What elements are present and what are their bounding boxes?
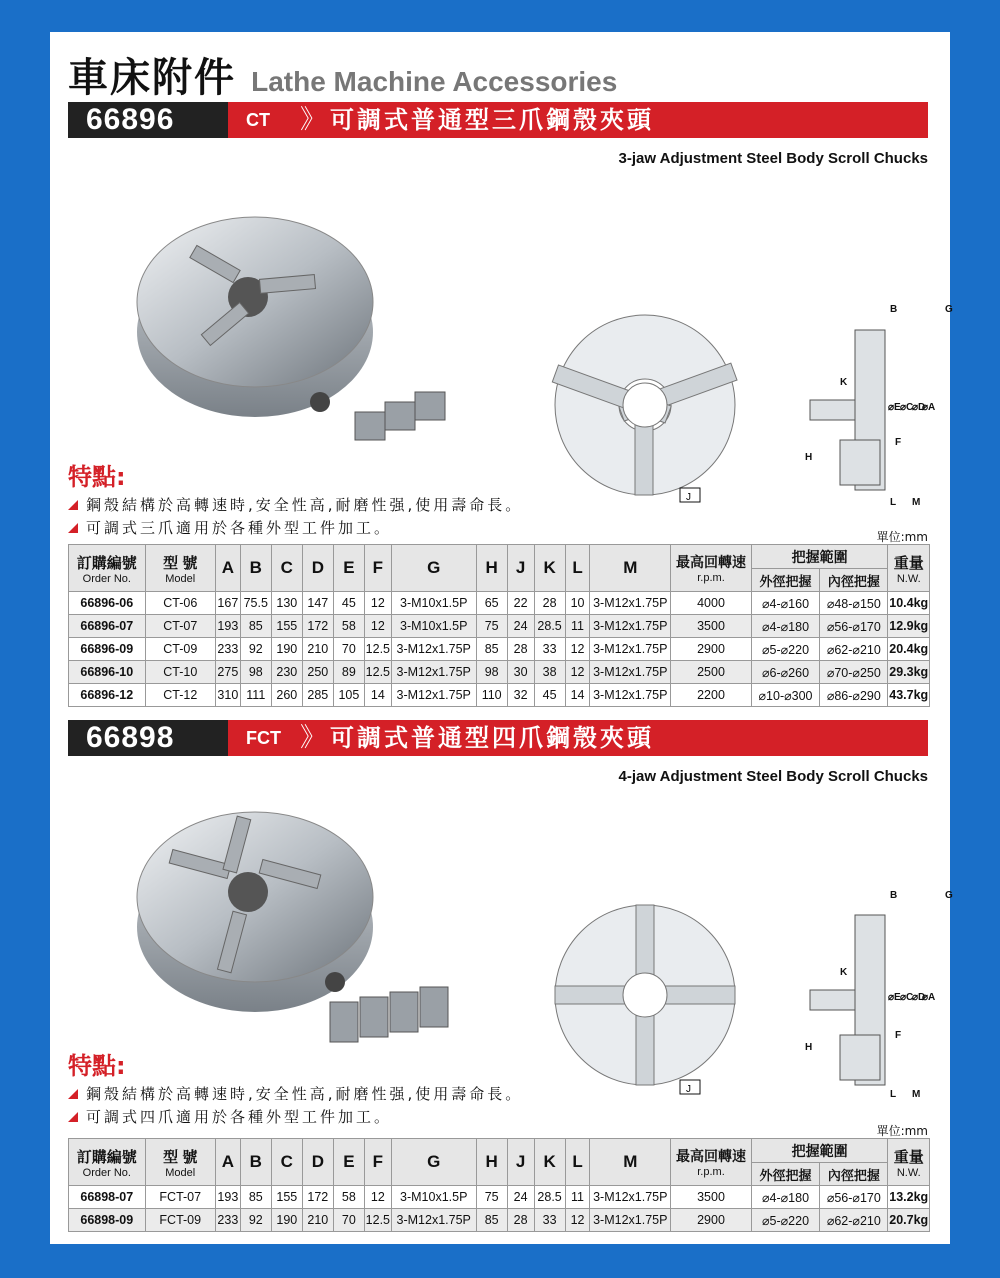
table-cell: 172 <box>302 615 333 638</box>
col-header: B <box>240 1139 271 1186</box>
table-cell: 28 <box>507 1209 534 1232</box>
col-rpm-header: 最高回轉速 r.p.m. <box>671 545 752 592</box>
table-cell: 75.5 <box>240 592 271 615</box>
col-model-header: 型 號 Model <box>145 545 215 592</box>
banner-arrow <box>214 102 228 138</box>
table-cell: 66896-06 <box>69 592 146 615</box>
col-rpm-header: 最高回轉速 r.p.m. <box>671 1139 752 1186</box>
feature-item: 鋼殼結構於高轉速時,安全性高,耐磨性强,使用壽命長。 <box>68 494 523 515</box>
dim-label-j: J <box>686 492 691 503</box>
table-cell: 66896-07 <box>69 615 146 638</box>
table-cell: 233 <box>215 1209 240 1232</box>
table-cell: 66898-09 <box>69 1209 146 1232</box>
banner-arrow <box>214 720 228 756</box>
features-block-4jaw <box>68 1046 523 1127</box>
spec-table-66896 <box>68 544 930 707</box>
triangle-bullet-icon <box>68 500 78 510</box>
unit-label: 單位:mm <box>876 530 928 544</box>
dim-label-c: ⌀C <box>900 992 914 1003</box>
table-cell: 147 <box>302 592 333 615</box>
dim-label-g: G <box>945 890 953 901</box>
table-cell: 4000 <box>671 592 752 615</box>
col-nw-header: 重量 N.W. <box>888 1139 930 1186</box>
table-cell: 12.5 <box>364 1209 391 1232</box>
col-header: A <box>215 545 240 592</box>
catalog-page <box>50 32 953 1244</box>
dim-label-k: K <box>840 967 848 978</box>
section-code: CT <box>246 110 270 130</box>
table-cell: 3-M12x1.75P <box>590 684 671 707</box>
table-cell: 10 <box>565 592 590 615</box>
table-cell: CT-12 <box>145 684 215 707</box>
table-cell: 28.5 <box>534 615 565 638</box>
col-header: K <box>534 545 565 592</box>
table-cell: 3-M12x1.75P <box>590 661 671 684</box>
table-cell: 85 <box>240 615 271 638</box>
col-header: C <box>271 1139 302 1186</box>
dim-label-l: L <box>890 497 897 508</box>
table-cell: 3-M12x1.75P <box>391 684 476 707</box>
table-cell: 13.2kg <box>888 1186 930 1209</box>
col-grip-out-header: 外徑把握 <box>751 1163 819 1186</box>
table-row <box>69 684 930 707</box>
table-cell: CT-06 <box>145 592 215 615</box>
table-cell: 2200 <box>671 684 752 707</box>
chuck-4jaw-photo <box>130 792 470 1047</box>
table-cell: 230 <box>271 661 302 684</box>
feature-item: 可調式四爪適用於各種外型工件加工。 <box>68 1106 523 1127</box>
table-cell: 29.3kg <box>888 661 930 684</box>
table-cell: 38 <box>534 661 565 684</box>
table-cell: 30 <box>507 661 534 684</box>
col-header: F <box>364 1139 391 1186</box>
table-cell: 310 <box>215 684 240 707</box>
page-header <box>68 46 617 103</box>
col-header: H <box>476 545 507 592</box>
table-cell: 75 <box>476 1186 507 1209</box>
table-cell: FCT-09 <box>145 1209 215 1232</box>
col-header: D <box>302 545 333 592</box>
table-cell: 66898-07 <box>69 1186 146 1209</box>
triangle-bullet-icon <box>68 1089 78 1099</box>
table-cell: 155 <box>271 1186 302 1209</box>
table-cell: 11 <box>565 1186 590 1209</box>
table-cell: 12.5 <box>364 638 391 661</box>
features-title: 特點: <box>68 1052 126 1080</box>
table-cell: 105 <box>333 684 364 707</box>
table-cell: 66896-12 <box>69 684 146 707</box>
table-cell: 3-M10x1.5P <box>391 1186 476 1209</box>
features-title: 特點: <box>68 463 126 491</box>
table-cell: 3-M12x1.75P <box>391 1209 476 1232</box>
table-cell: 12 <box>364 592 391 615</box>
table-cell: ⌀4-⌀160 <box>751 592 819 615</box>
table-cell: ⌀4-⌀180 <box>751 615 819 638</box>
dim-label-e: ⌀E <box>888 402 901 413</box>
table-cell: 193 <box>215 1186 240 1209</box>
table-cell: 155 <box>271 615 302 638</box>
spec-rows <box>69 592 930 707</box>
col-header: M <box>590 1139 671 1186</box>
col-header: D <box>302 1139 333 1186</box>
table-cell: 3-M12x1.75P <box>391 638 476 661</box>
dim-label-j: J <box>686 1084 691 1095</box>
dim-label-m: M <box>912 497 921 508</box>
table-cell: 65 <box>476 592 507 615</box>
table-cell: CT-07 <box>145 615 215 638</box>
table-cell: 32 <box>507 684 534 707</box>
dim-label-d: ⌀D <box>912 402 926 413</box>
chevron-icon: 》 <box>300 723 327 753</box>
triangle-bullet-icon <box>68 1112 78 1122</box>
table-cell: 33 <box>534 638 565 661</box>
table-cell: ⌀6-⌀260 <box>751 661 819 684</box>
table-cell: 14 <box>364 684 391 707</box>
table-cell: 28 <box>534 592 565 615</box>
col-model-header: 型 號 Model <box>145 1139 215 1186</box>
section-banner-66898 <box>68 720 928 756</box>
col-header: E <box>333 1139 364 1186</box>
col-grip-in-header: 內徑把握 <box>820 1163 888 1186</box>
table-cell: 33 <box>534 1209 565 1232</box>
chuck-4jaw-drawing <box>550 890 953 1100</box>
col-grip-in-header: 內徑把握 <box>820 569 888 592</box>
table-cell: 12 <box>364 615 391 638</box>
table-cell: 285 <box>302 684 333 707</box>
table-cell: 85 <box>476 638 507 661</box>
table-cell: ⌀86-⌀290 <box>820 684 888 707</box>
table-cell: 130 <box>271 592 302 615</box>
col-header: J <box>507 1139 534 1186</box>
table-cell: 66896-09 <box>69 638 146 661</box>
table-cell: 75 <box>476 615 507 638</box>
col-header: B <box>240 545 271 592</box>
table-row <box>69 661 930 684</box>
dim-label-a: ⌀A <box>922 992 936 1003</box>
triangle-bullet-icon <box>68 523 78 533</box>
col-nw-header: 重量 N.W. <box>888 545 930 592</box>
col-grip-out-header: 外徑把握 <box>751 569 819 592</box>
table-cell: 3500 <box>671 1186 752 1209</box>
table-cell: CT-09 <box>145 638 215 661</box>
table-cell: ⌀56-⌀170 <box>820 1186 888 1209</box>
table-cell: 110 <box>476 684 507 707</box>
header-title-zh: 車床附件 <box>68 55 236 101</box>
table-cell: 3500 <box>671 615 752 638</box>
table-cell: 45 <box>333 592 364 615</box>
table-row <box>69 592 930 615</box>
col-header: F <box>364 545 391 592</box>
table-cell: 58 <box>333 615 364 638</box>
table-cell: 167 <box>215 592 240 615</box>
table-cell: 2900 <box>671 1209 752 1232</box>
table-cell: ⌀70-⌀250 <box>820 661 888 684</box>
table-cell: CT-10 <box>145 661 215 684</box>
dim-label-h: H <box>805 1042 813 1053</box>
table-cell: 3-M10x1.5P <box>391 592 476 615</box>
table-cell: 3-M12x1.75P <box>590 1209 671 1232</box>
table-cell: 12 <box>364 1186 391 1209</box>
table-cell: 111 <box>240 684 271 707</box>
dim-label-f: F <box>895 437 902 448</box>
table-cell: ⌀48-⌀150 <box>820 592 888 615</box>
table-cell: 12 <box>565 638 590 661</box>
section-title-en: 3-jaw Adjustment Steel Body Scroll Chucks <box>618 150 928 167</box>
col-order-header: 訂購編號 Order No. <box>69 545 146 592</box>
section-banner-66896 <box>68 102 928 138</box>
table-cell: 43.7kg <box>888 684 930 707</box>
section-title-zh: 可調式普通型三爪鋼殼夾頭 <box>330 106 654 134</box>
table-cell: 210 <box>302 638 333 661</box>
table-cell: 70 <box>333 638 364 661</box>
dim-label-d: ⌀D <box>912 992 926 1003</box>
table-cell: 24 <box>507 1186 534 1209</box>
table-cell: 12 <box>565 661 590 684</box>
table-cell: 20.7kg <box>888 1209 930 1232</box>
header-title-en: Lathe Machine Accessories <box>251 66 618 97</box>
table-cell: FCT-07 <box>145 1186 215 1209</box>
col-header: M <box>590 545 671 592</box>
table-cell: 3-M12x1.75P <box>391 661 476 684</box>
table-cell: 3-M12x1.75P <box>590 615 671 638</box>
table-cell: ⌀4-⌀180 <box>751 1186 819 1209</box>
spec-table-66898 <box>68 1138 930 1232</box>
table-cell: ⌀5-⌀220 <box>751 638 819 661</box>
table-cell: 98 <box>240 661 271 684</box>
dim-label-f: F <box>895 1030 902 1041</box>
dim-label-g: G <box>945 304 953 315</box>
feature-item: 鋼殼結構於高轉速時,安全性高,耐磨性强,使用壽命長。 <box>68 1083 523 1104</box>
col-header: K <box>534 1139 565 1186</box>
table-cell: 28.5 <box>534 1186 565 1209</box>
table-cell: ⌀62-⌀210 <box>820 1209 888 1232</box>
table-cell: 85 <box>476 1209 507 1232</box>
table-cell: 233 <box>215 638 240 661</box>
table-cell: 2900 <box>671 638 752 661</box>
table-cell: 190 <box>271 1209 302 1232</box>
table-cell: 3-M10x1.5P <box>391 615 476 638</box>
chevron-icon: 》 <box>300 105 327 135</box>
table-cell: 193 <box>215 615 240 638</box>
col-header: C <box>271 545 302 592</box>
table-row <box>69 1209 930 1232</box>
table-cell: 89 <box>333 661 364 684</box>
table-cell: 14 <box>565 684 590 707</box>
table-cell: 22 <box>507 592 534 615</box>
table-cell: 210 <box>302 1209 333 1232</box>
section-number: 66898 <box>68 720 228 756</box>
table-row <box>69 1186 930 1209</box>
dim-label-a: ⌀A <box>922 402 936 413</box>
dim-label-b: B <box>890 304 898 315</box>
col-order-header: 訂購編號 Order No. <box>69 1139 146 1186</box>
table-cell: 45 <box>534 684 565 707</box>
table-cell: ⌀62-⌀210 <box>820 638 888 661</box>
table-cell: 92 <box>240 638 271 661</box>
table-row <box>69 615 930 638</box>
col-header: L <box>565 1139 590 1186</box>
section-title-en: 4-jaw Adjustment Steel Body Scroll Chucks <box>618 768 928 785</box>
table-cell: 12 <box>565 1209 590 1232</box>
table-cell: ⌀10-⌀300 <box>751 684 819 707</box>
table-cell: ⌀5-⌀220 <box>751 1209 819 1232</box>
col-header: H <box>476 1139 507 1186</box>
dim-label-m: M <box>912 1089 921 1100</box>
section-title-zh: 可調式普通型四爪鋼殼夾頭 <box>330 724 654 752</box>
table-cell: 58 <box>333 1186 364 1209</box>
table-cell: 24 <box>507 615 534 638</box>
table-cell: 20.4kg <box>888 638 930 661</box>
table-cell: 66896-10 <box>69 661 146 684</box>
chuck-3jaw-photo <box>130 197 460 447</box>
table-cell: 3-M12x1.75P <box>590 592 671 615</box>
table-cell: 275 <box>215 661 240 684</box>
section-number: 66896 <box>68 102 228 138</box>
table-cell: 260 <box>271 684 302 707</box>
spec-rows <box>69 1186 930 1232</box>
table-cell: 3-M12x1.75P <box>590 638 671 661</box>
dim-label-c: ⌀C <box>900 402 914 413</box>
table-cell: ⌀56-⌀170 <box>820 615 888 638</box>
col-header: L <box>565 545 590 592</box>
chuck-3jaw-drawing <box>550 300 953 508</box>
unit-label: 單位:mm <box>876 1124 928 1138</box>
table-cell: 250 <box>302 661 333 684</box>
table-cell: 92 <box>240 1209 271 1232</box>
dim-label-k: K <box>840 377 848 388</box>
col-header: J <box>507 545 534 592</box>
table-cell: 3-M12x1.75P <box>590 1186 671 1209</box>
col-header: A <box>215 1139 240 1186</box>
col-grip-header: 把握範圍 <box>751 545 888 569</box>
section-code: FCT <box>246 728 281 748</box>
table-cell: 85 <box>240 1186 271 1209</box>
feature-item: 可調式三爪適用於各種外型工件加工。 <box>68 517 523 538</box>
table-cell: 70 <box>333 1209 364 1232</box>
table-cell: 12.5 <box>364 661 391 684</box>
col-header: G <box>391 1139 476 1186</box>
dim-label-l: L <box>890 1089 897 1100</box>
table-cell: 10.4kg <box>888 592 930 615</box>
table-cell: 190 <box>271 638 302 661</box>
col-grip-header: 把握範圍 <box>751 1139 888 1163</box>
col-header: G <box>391 545 476 592</box>
table-cell: 2500 <box>671 661 752 684</box>
table-cell: 172 <box>302 1186 333 1209</box>
table-row <box>69 638 930 661</box>
col-header: E <box>333 545 364 592</box>
table-cell: 98 <box>476 661 507 684</box>
table-cell: 12.9kg <box>888 615 930 638</box>
dim-label-b: B <box>890 890 898 901</box>
dim-label-h: H <box>805 452 813 463</box>
table-cell: 11 <box>565 615 590 638</box>
table-cell: 28 <box>507 638 534 661</box>
features-block-3jaw <box>68 457 523 538</box>
dim-label-e: ⌀E <box>888 992 901 1003</box>
